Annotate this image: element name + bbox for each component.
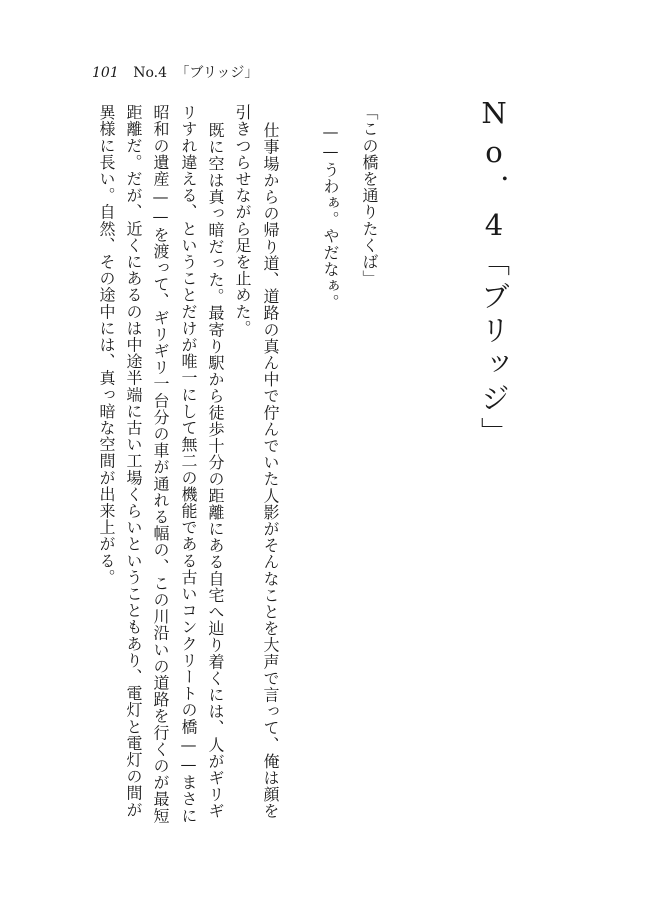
- dialogue-line: 「この橋を通りたくば」: [360, 104, 379, 287]
- page-number: 101: [92, 65, 119, 81]
- chapter-title: No．4「ブリッジ」: [477, 96, 511, 451]
- body-line: 昭和の遺産——を渡って、ギリギリ一台分の車が通れる幅の、この川沿いの道路を行くのが最短: [151, 104, 170, 824]
- running-header-title: 「ブリッジ」: [175, 65, 259, 81]
- dialogue-line: ——うわぁ。やだなぁ。: [321, 122, 340, 311]
- body-line: 仕事場からの帰り道、道路の真ん中で佇んでいた人影がそんなことを大声で言って、俺は顔を: [261, 122, 280, 820]
- running-header-chapter: No.4: [133, 65, 167, 81]
- body-line: リすれ違える、ということだけが唯一にして無二の機能である古いコンクリートの橋——まさに: [179, 104, 198, 824]
- body-line: 異様に長い。自然、その途中には、真っ暗な空間が出来上がる。: [97, 104, 116, 586]
- body-line: 引きつらせながら足を止めた。: [233, 104, 252, 337]
- body-line: 距離だ。だが、近くにあるのは中途半端に古い工場くらいということもあり、電灯と電灯の間が: [124, 104, 143, 818]
- running-header: [92, 64, 258, 82]
- body-line: 既に空は真っ暗だった。最寄り駅から徒歩十分の距離にある自宅へ辿り着くには、人がギリギ: [206, 122, 225, 820]
